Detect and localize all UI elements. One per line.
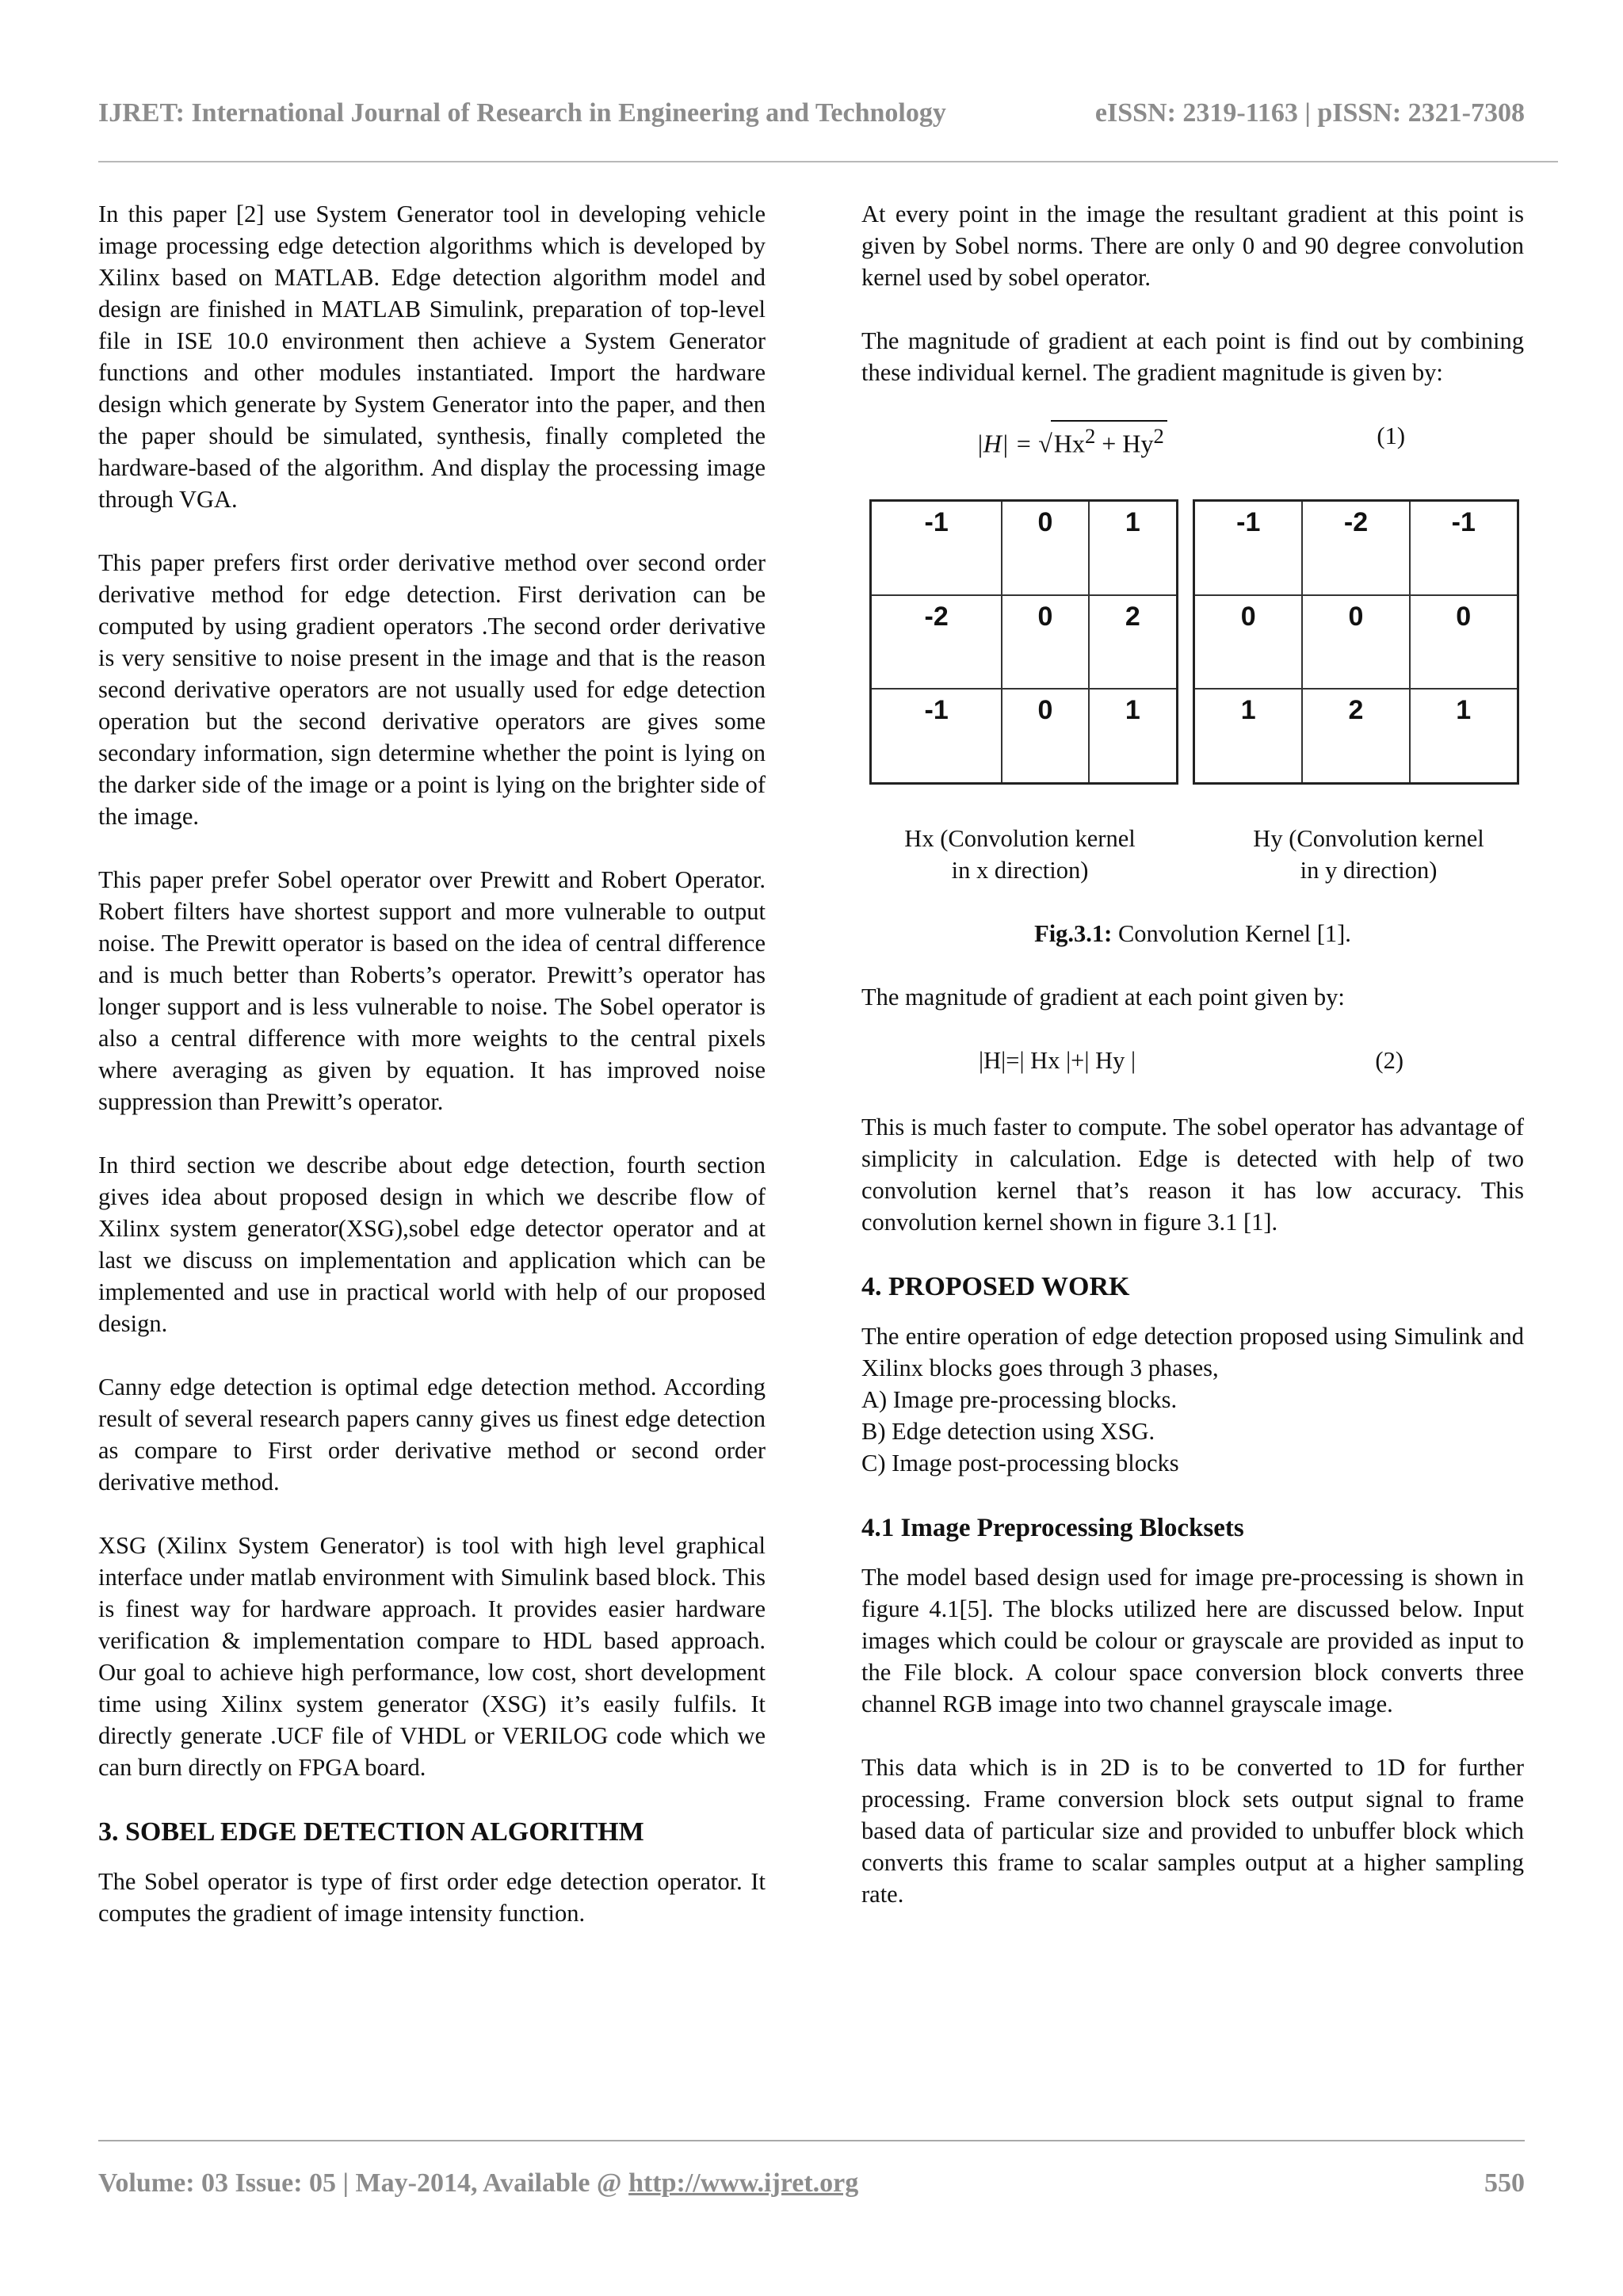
kernel-cell: 0 [1002, 595, 1088, 689]
caption-line: Hy (Convolution kernel [1253, 825, 1484, 852]
eq-term: Hy [1122, 429, 1154, 458]
kernel-cell: -1 [871, 501, 1002, 595]
kernel-hx [869, 499, 1178, 785]
paragraph: The model based design used for image pre-processing is shown in figure 4.1[5]. The blocks utilized here are discussed below. Input images which could be colour or grayscale are provided as input to the File block. A colour space conversion block converts three channel RGB image into two channel grayscale image. [861, 1564, 1524, 1717]
paragraph: This paper prefers first order derivative method over second order derivative method for edge detection. First derivation can be computed by using gradient operators .The second order derivative is very sensitive to noise present in the image and that is the reason second derivative operators are not usually used for edge detection operation but the second derivative operators are gives some secondary information, sign determine whether the point is lying on the darker side of the image or a point is lying on the brighter side of the image. [98, 549, 766, 830]
kernel-captions [861, 823, 1524, 886]
eq-term: Hx [1053, 429, 1085, 458]
journal-title: IJRET: International Journal of Research in Engineering and Technology [98, 98, 946, 128]
equation-1 [861, 420, 1524, 468]
page-footer [98, 2168, 1525, 2203]
paragraph: In third section we describe about edge detection, fourth section gives idea about proposed design in which we describe flow of Xilinx system generator(XSG),sobel edge detector operator and at last we discuss on implementation and application which can be implemented and use in practical world with help of our proposed design. [98, 1152, 766, 1337]
equation-2 [861, 1045, 1524, 1079]
caption-line: Hx (Convolution kernel [904, 825, 1136, 852]
equation-expression: |H|=| Hx |+| Hy | [979, 1047, 1136, 1074]
header-rule [98, 161, 1558, 162]
paragraph: Canny edge detection is optimal edge detection method. According result of several research papers canny gives us finest edge detection as compare to First order derivative method or second order derivative method. [98, 1373, 766, 1496]
eq-power: 2 [1153, 424, 1164, 448]
kernel-row [871, 689, 1178, 783]
kernel-hy [1193, 499, 1519, 785]
page-number: 550 [1484, 2168, 1525, 2198]
kernel-row [871, 595, 1178, 689]
paragraph: The magnitude of gradient at each point given by: [861, 984, 1345, 1010]
page-header [98, 98, 1525, 133]
kernel-cell: 0 [1002, 501, 1088, 595]
figure-caption [861, 918, 1524, 949]
paragraph: This is much faster to compute. The sobel operator has advantage of simplicity in calculation. Edge is detected with help of two convolution kernel that’s reason it has low accuracy. This convolution kernel shown in figure 3.1 [1]. [861, 1114, 1524, 1236]
list-item: A) Image pre-processing blocks. [861, 1386, 1178, 1413]
list-item: B) Edge detection using XSG. [861, 1418, 1155, 1445]
kernel-cell: -1 [1410, 501, 1518, 595]
volume-info: Volume: 03 Issue: 05 | May-2014, Available @ [98, 2168, 629, 2198]
caption-line: in y direction) [1300, 857, 1438, 884]
paragraph: At every point in the image the resultant gradient at this point is given by Sobel norms. There are only 0 and 90 degree convolution kernel used by sobel operator. [861, 201, 1524, 291]
section-heading: 4. PROPOSED WORK [861, 1272, 1130, 1301]
kernel-cell: -2 [1302, 501, 1409, 595]
equation-number: (2) [1375, 1047, 1403, 1074]
kernel-cell: 1 [1410, 689, 1518, 783]
caption-hy [1210, 823, 1527, 886]
equation-expression: $|H| = √Hx^2 + Hy^2$ [976, 420, 1167, 460]
kernel-row [1194, 501, 1518, 595]
figure-label: Fig.3.1: [1034, 920, 1113, 947]
left-column [98, 198, 766, 1961]
kernel-row [1194, 595, 1518, 689]
eq-plus: + [1095, 429, 1123, 458]
kernel-cell: 1 [1089, 689, 1178, 783]
right-column [861, 198, 1524, 1942]
paragraph: The entire operation of edge detection proposed using Simulink and Xilinx blocks goes through 3 phases, [861, 1323, 1524, 1381]
kernel-cell: 1 [1194, 689, 1303, 783]
list-item: C) Image post-processing blocks [861, 1450, 1179, 1477]
kernel-cell: 1 [1089, 501, 1178, 595]
eq-power: 2 [1084, 424, 1096, 448]
caption-line: in x direction) [951, 857, 1089, 884]
kernel-row [871, 501, 1178, 595]
equation-number: (1) [1377, 422, 1405, 449]
kernel-cell: 2 [1089, 595, 1178, 689]
kernel-cell: 2 [1302, 689, 1409, 783]
caption-hx [861, 823, 1178, 886]
eq-lhs: |H| = [976, 429, 1039, 458]
subsection-heading: 4.1 Image Preprocessing Blocksets [861, 1514, 1244, 1542]
journal-link[interactable]: http://www.ijret.org [628, 2168, 859, 2198]
paragraph: This paper prefer Sobel operator over Prewitt and Robert Operator. Robert filters have shortest support and more vulnerable to output noise. The Prewitt operator is based on the idea of central difference and is much better than Roberts’s operator. Prewitt’s operator has longer support and is less vulnerable to noise. The Sobel operator is also a central difference with more weights to the central pixels where averaging as given by equation. It has improved noise suppression than Prewitt’s operator. [98, 866, 766, 1115]
kernel-cell: 0 [1194, 595, 1303, 689]
section-heading: 3. SOBEL EDGE DETECTION ALGORITHM [98, 1817, 644, 1847]
eq-radicand [1051, 420, 1167, 458]
footer-rule [98, 2140, 1525, 2141]
paragraph: In this paper [2] use System Generator tool in developing vehicle image processing edge detection algorithms which is developed by Xilinx based on MATLAB. Edge detection algorithm model and design are finished in MATLAB Simulink, preparation of top-level file in ISE 10.0 environment then achieve a System Generator functions and other modules instantiated. Import the hardware design which generate by System Generator into the paper, and then the paper should be simulated, synthesis, finally completed the hardware-based of the algorithm. And display the processing image through VGA. [98, 201, 766, 513]
kernel-cell: -1 [1194, 501, 1303, 595]
paragraph: The magnitude of gradient at each point is find out by combining these individual kernel. The gradient magnitude is given by: [861, 327, 1524, 386]
figure-text: Convolution Kernel [1]. [1112, 920, 1351, 947]
paragraph: XSG (Xilinx System Generator) is tool with high level graphical interface under matlab environment with Simulink based block. This is finest way for hardware approach. It provides easier hardware verification & implementation compare to HDL based approach. Our goal to achieve high performance, low cost, short development time using Xilinx system generator (XSG) it’s easily fulfils. It directly generate .UCF file of VHDL or VERILOG code which we can burn directly on FPGA board. [98, 1532, 766, 1781]
issn: eISSN: 2319-1163 | pISSN: 2321-7308 [1094, 98, 1525, 128]
kernel-row [1194, 689, 1518, 783]
footer-volume [98, 2168, 858, 2199]
kernel-cell: 0 [1410, 595, 1518, 689]
kernel-cell: -1 [871, 689, 1002, 783]
paragraph: The Sobel operator is type of first order edge detection operator. It computes the gradient of image intensity function. [98, 1868, 766, 1927]
convolution-kernels-figure [861, 499, 1524, 800]
kernel-cell: 0 [1002, 689, 1088, 783]
kernel-cell: 0 [1302, 595, 1409, 689]
paragraph: This data which is in 2D is to be converted to 1D for further processing. Frame conversion block sets output signal to frame based data of particular size and provided to unbuffer block which converts this frame to scalar samples output at a higher sampling rate. [861, 1754, 1524, 1908]
kernel-cell: -2 [871, 595, 1002, 689]
